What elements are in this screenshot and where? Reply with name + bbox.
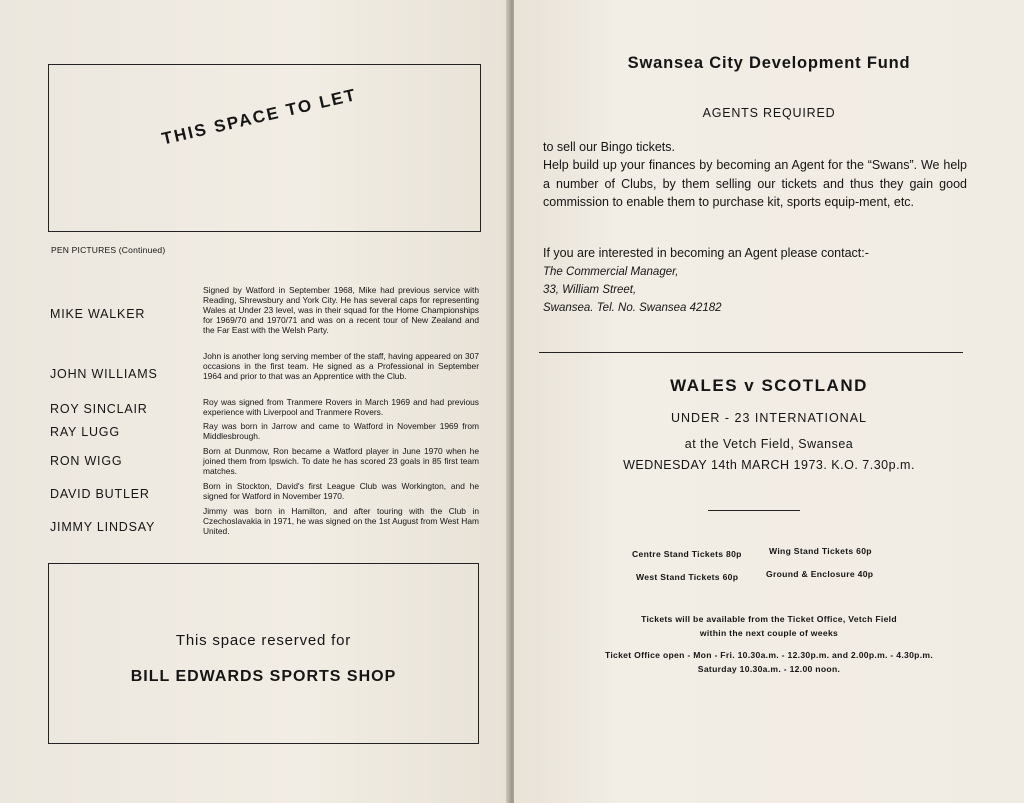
left-page <box>0 0 510 803</box>
player-name: JOHN WILLIAMS <box>50 367 158 381</box>
contact-line: If you are interested in becoming an Agent please contact:- <box>543 246 869 260</box>
ticket-price-centre: Centre Stand Tickets 80p <box>632 549 742 559</box>
match-subtitle: UNDER - 23 INTERNATIONAL <box>670 411 867 425</box>
player-name: RON WIGG <box>50 454 123 468</box>
player-description: John is another long serving member of the staff, having appeared on 307 occasions in the first team. He signed as a Professional in September 1964 and prior to that was an Apprentice with the Club. <box>203 351 479 382</box>
body-line: to sell our Bingo tickets. <box>543 140 676 154</box>
sponsor-name: BILL EDWARDS SPORTS SHOP <box>130 668 397 685</box>
right-page <box>514 0 1024 803</box>
address-line: Swansea. Tel. No. Swansea 42182 <box>543 302 722 314</box>
ticket-price-west: West Stand Tickets 60p <box>636 572 739 582</box>
player-description: Jimmy was born in Hamilton, and after touring with the Club in Czechoslavakia in 1971, he was signed on the 1st August from West Ham United. <box>203 506 479 537</box>
player-description: Roy was signed from Tranmere Rovers in March 1969 and had previous experience with Liverpool and Tranmere Rovers. <box>203 397 479 418</box>
divider <box>539 352 963 353</box>
player-name: DAVID BUTLER <box>50 487 150 501</box>
player-description: Born in Stockton, David's first League Club was Workington, and he signed for Watford in November 1970. <box>203 481 479 502</box>
ad-space-box <box>48 64 481 232</box>
address-line: The Commercial Manager, <box>543 266 679 278</box>
reserved-space-box <box>48 563 479 744</box>
player-description: Born at Dunmow, Ron became a Watford player in June 1970 when he joined them from Ipswich. To date he has scored 23 goals in 85 first team matches. <box>203 446 479 477</box>
player-description: Ray was born in Jarrow and came to Watford in November 1969 from Middlesbrough. <box>203 421 479 442</box>
ticket-price-wing: Wing Stand Tickets 60p <box>769 546 872 556</box>
ad-space-text: THIS SPACE TO LET <box>160 85 359 149</box>
reserved-text: This space reserved for <box>175 632 352 649</box>
availability-text: Tickets will be available from the Ticket Office, Vetch Field <box>641 614 897 624</box>
match-date: WEDNESDAY 14th MARCH 1973. K.O. 7.30p.m. <box>623 458 915 472</box>
player-description: Signed by Watford in September 1968, Mike had previous service with Reading, Shrewsbury and York City. He has several caps for representing Wales at Under 23 level, was in their squad for the Home Championships for 1969/70 and 1970/71 and was on a recent tour of New Zealand and the Far East with the Welsh Party. <box>203 285 479 336</box>
agents-heading: AGENTS REQUIRED <box>702 106 836 120</box>
availability-text: within the next couple of weeks <box>699 628 839 638</box>
body-paragraph: Help build up your finances by becoming an Agent for the “Swans”. We help a number of Clubs, by them selling our tickets and thus they gain good commission to enable them to purchase kit, sports equip-ment, etc. <box>543 158 967 210</box>
fund-title: Swansea City Development Fund <box>627 54 911 72</box>
pen-pictures-heading: PEN PICTURES (Continued) <box>51 245 166 255</box>
player-name: RAY LUGG <box>50 425 120 439</box>
player-name: JIMMY LINDSAY <box>50 520 156 534</box>
ticket-price-ground: Ground & Enclosure 40p <box>766 569 874 579</box>
office-hours: Saturday 10.30a.m. - 12.00 noon. <box>697 664 841 674</box>
player-name: MIKE WALKER <box>50 307 146 321</box>
player-name: ROY SINCLAIR <box>50 402 148 416</box>
address-line: 33, William Street, <box>543 284 637 296</box>
short-divider <box>708 510 800 511</box>
match-title: WALES v SCOTLAND <box>670 376 868 395</box>
match-venue: at the Vetch Field, Swansea <box>684 437 854 451</box>
office-hours: Ticket Office open - Mon - Fri. 10.30a.m. - 12.30p.m. and 2.00p.m. - 4.30p.m. <box>604 650 934 660</box>
